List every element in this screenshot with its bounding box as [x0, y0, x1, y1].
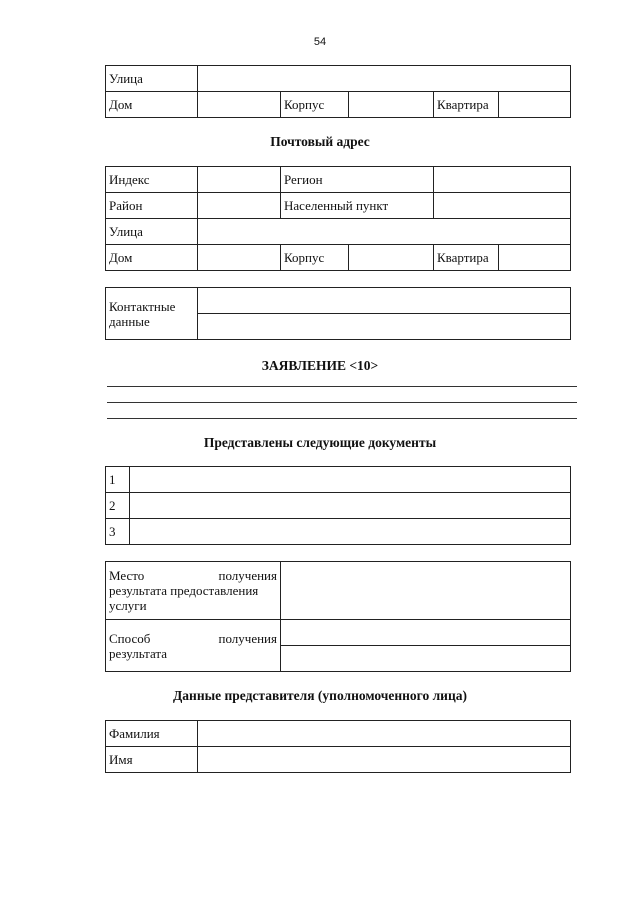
statement-title: ЗАЯВЛЕНИЕ <10> [261, 358, 379, 373]
postal-house-label: Дом [106, 245, 198, 271]
region-label: Регион [281, 167, 434, 193]
document-field-2[interactable] [130, 493, 571, 519]
representative-title: Данные представителя (уполномоченного лица) [173, 688, 467, 703]
building-label: Корпус [281, 92, 349, 118]
district-label: Район [106, 193, 198, 219]
statement-line-2[interactable] [107, 402, 577, 403]
postal-apartment-label: Квартира [434, 245, 499, 271]
documents-title: Представлены следующие документы [203, 435, 437, 450]
result-method-line2: результата [109, 645, 168, 661]
locality-field[interactable] [434, 193, 571, 219]
document-field-1[interactable] [130, 467, 571, 493]
contacts-label-line2: данные [109, 313, 150, 329]
result-place-label [106, 562, 281, 620]
index-label: Индекс [106, 167, 198, 193]
postal-building-field[interactable] [349, 245, 434, 271]
contacts-label [106, 288, 198, 340]
surname-label: Фамилия [106, 721, 198, 747]
documents-table [105, 466, 571, 545]
representative-table [105, 720, 571, 773]
postal-street-label: Улица [106, 219, 198, 245]
first-name-label: Имя [106, 747, 198, 773]
postal-apartment-field[interactable] [499, 245, 571, 271]
postal-street-field[interactable] [198, 219, 571, 245]
locality-label: Населенный пункт [281, 193, 434, 219]
result-place-line3: услуги [109, 598, 147, 613]
result-method-field-1[interactable] [281, 620, 571, 646]
street-field[interactable] [198, 66, 571, 92]
address-table [105, 65, 571, 118]
document-number: 3 [106, 519, 130, 545]
apartment-label: Квартира [434, 92, 499, 118]
postal-address-title: Почтовый адрес [270, 134, 370, 149]
result-method-line1: Способ получения [109, 630, 277, 646]
page-number: 54 [313, 36, 327, 48]
apartment-field[interactable] [499, 92, 571, 118]
result-method-label [106, 620, 281, 672]
postal-house-field[interactable] [198, 245, 281, 271]
contacts-field-1[interactable] [198, 288, 571, 314]
house-field[interactable] [198, 92, 281, 118]
statement-line-1[interactable] [107, 386, 577, 387]
district-field[interactable] [198, 193, 281, 219]
contacts-field-2[interactable] [198, 314, 571, 340]
building-field[interactable] [349, 92, 434, 118]
contacts-label-line1: Контактные [109, 298, 176, 314]
surname-field[interactable] [198, 721, 571, 747]
postal-building-label: Корпус [281, 245, 349, 271]
region-field[interactable] [434, 167, 571, 193]
street-label: Улица [106, 66, 198, 92]
document-field-3[interactable] [130, 519, 571, 545]
result-method-field-2[interactable] [281, 646, 571, 672]
result-table [105, 561, 571, 672]
statement-line-3[interactable] [107, 418, 577, 419]
postal-address-table [105, 166, 571, 271]
result-place-field[interactable] [281, 562, 571, 620]
result-place-line2: результата предоставления [109, 583, 259, 598]
contacts-table [105, 287, 571, 340]
index-field[interactable] [198, 167, 281, 193]
document-number: 2 [106, 493, 130, 519]
house-label: Дом [106, 92, 198, 118]
first-name-field[interactable] [198, 747, 571, 773]
document-number: 1 [106, 467, 130, 493]
result-place-line1: Место получения [109, 568, 277, 583]
